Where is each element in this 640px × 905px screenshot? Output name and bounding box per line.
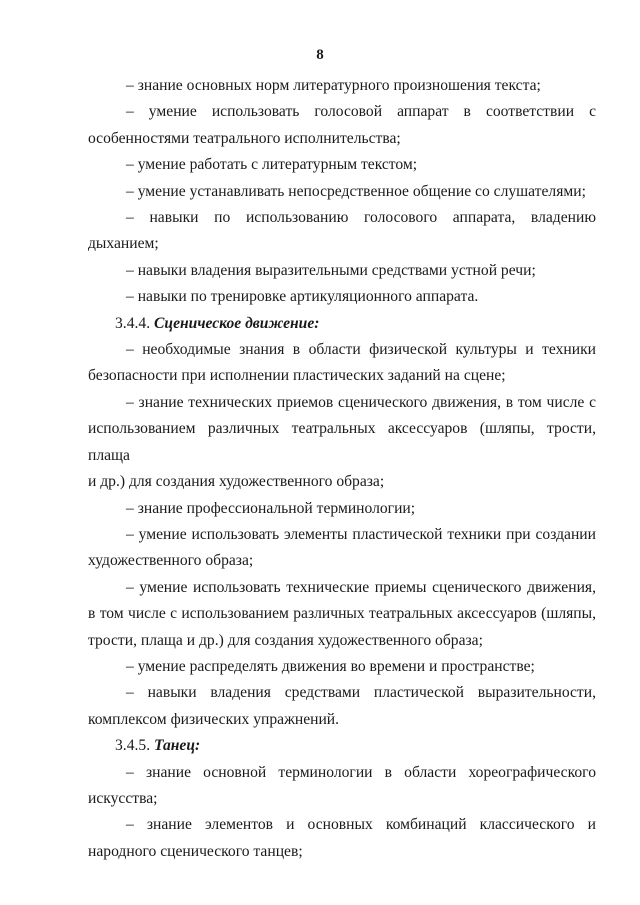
list-item-continuation: дыханием; bbox=[88, 235, 159, 253]
list-item: – умение устанавливать непосредственное общение со слушателями; bbox=[126, 182, 586, 200]
list-item: – навыки владения средствами пластической выразительности, bbox=[126, 684, 596, 702]
section-number: 3.4.5. bbox=[115, 737, 151, 755]
list-item: – навыки владения выразительными средствами устной речи; bbox=[126, 261, 536, 279]
list-item-continuation: комплексом физических упражнений. bbox=[88, 710, 340, 728]
list-item: – умение использовать технические приемы сценического движения, bbox=[126, 578, 596, 596]
list-item: – навыки по использованию голосового аппарата, владению bbox=[126, 209, 596, 227]
list-item-continuation: искусства; bbox=[88, 789, 158, 807]
list-item: – умение работать с литературным текстом; bbox=[126, 156, 418, 174]
list-item-continuation: народного сценического танцев; bbox=[88, 842, 303, 860]
list-item-continuation: безопасности при исполнении пластических заданий на сцене; bbox=[88, 367, 506, 385]
list-item: – умение использовать элементы пластической техники при создании bbox=[126, 525, 596, 543]
list-item-continuation: трости, плаща и др.) для создания художественного образа; bbox=[88, 631, 483, 649]
document-body bbox=[88, 73, 596, 865]
list-item: – знание технических приемов сценического движения, в том числе с bbox=[126, 393, 596, 411]
list-item-continuation: особенностями театрального исполнительства; bbox=[88, 129, 401, 147]
list-item: – знание элементов и основных комбинаций классического и bbox=[126, 816, 596, 834]
list-item-continuation: и др.) для создания художественного образа; bbox=[88, 473, 385, 491]
list-item-continuation: художественного образа; bbox=[88, 552, 254, 570]
list-item-continuation: в том числе с использованием различных театральных аксессуаров (шляпы, bbox=[88, 605, 596, 623]
list-item: – знание основной терминологии в области хореографического bbox=[126, 763, 596, 781]
list-item: – навыки по тренировке артикуляционного аппарата. bbox=[126, 288, 479, 306]
section-title: Сценическое движение: bbox=[154, 314, 320, 332]
list-item-continuation: использованием различных театральных аксессуаров (шляпы, трости, плаща bbox=[88, 420, 596, 464]
page-number: 8 bbox=[316, 47, 324, 63]
section-heading bbox=[88, 733, 596, 759]
list-item: – умение использовать голосовой аппарат в соответствии с bbox=[126, 103, 596, 121]
section-number: 3.4.4. bbox=[115, 314, 151, 332]
section-title: Танец: bbox=[154, 737, 201, 755]
list-item: – знание профессиональной терминологии; bbox=[126, 499, 416, 517]
list-item: – необходимые знания в области физической культуры и техники bbox=[126, 341, 596, 359]
list-item: – умение распределять движения во времени и пространстве; bbox=[126, 657, 535, 675]
list-item: – знание основных норм литературного произношения текста; bbox=[126, 77, 541, 94]
section-heading bbox=[88, 311, 596, 337]
